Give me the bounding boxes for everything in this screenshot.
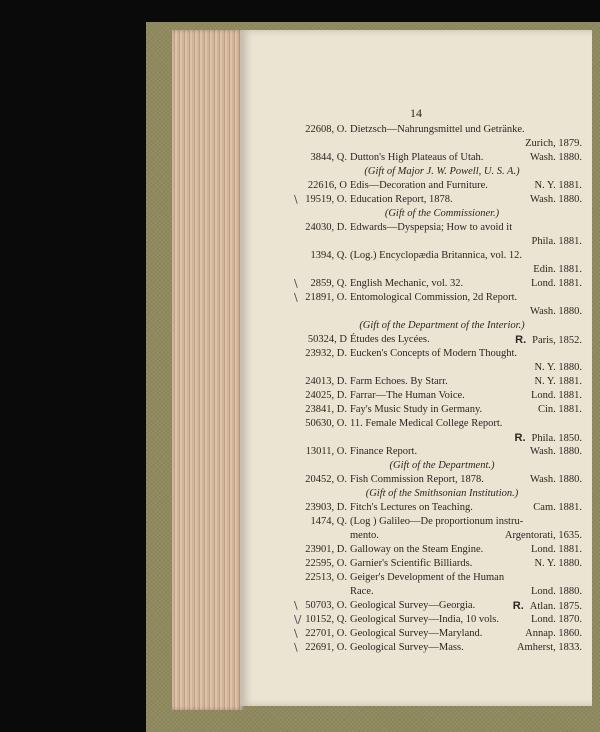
entry-title: Eucken's Concepts of Modern Thought. xyxy=(350,348,518,359)
entry-place-date xyxy=(531,585,582,599)
catalog-entry xyxy=(302,333,582,347)
entry-title: Fish Commission Report, 1878. xyxy=(350,474,484,485)
entry-number: 19519, O. xyxy=(305,194,347,205)
catalog-entry xyxy=(302,473,582,487)
entry-title: Geological Survey—Mass. xyxy=(350,642,464,653)
place-date-text: Lond. 1880. xyxy=(530,586,582,597)
catalog-entry xyxy=(302,347,582,361)
place-date-text: Atlan. 1875. xyxy=(529,601,582,612)
entry-title: Fay's Music Study in Germany. xyxy=(350,404,483,415)
catalog-entry xyxy=(294,641,582,655)
entry-title: Farm Echoes. By Starr. xyxy=(350,376,448,387)
place-date-text: Wash. 1880. xyxy=(530,194,582,205)
catalog-entry xyxy=(302,263,582,277)
reference-mark: R. xyxy=(515,334,527,346)
entry-place-date xyxy=(505,529,582,543)
catalog-entry xyxy=(294,599,582,613)
place-date-text: Paris, 1852. xyxy=(532,335,582,346)
catalog-entry xyxy=(294,277,582,291)
entry-place-date xyxy=(515,431,582,446)
entry-number: 3844, Q. xyxy=(310,152,347,163)
entry-title: Edis—Decoration and Furniture. xyxy=(350,180,488,191)
catalog-entry xyxy=(302,417,582,431)
entry-title: Dutton's High Plateaus of Utah. xyxy=(350,152,484,163)
catalog-entry xyxy=(302,179,582,193)
entry-place-date xyxy=(533,263,582,277)
place-date-text: Amherst, 1833. xyxy=(516,642,582,653)
entry-number: 20452, O. xyxy=(305,474,347,485)
entry-title: Race. xyxy=(350,586,374,597)
entry-number: 50324, D xyxy=(307,334,347,345)
check-mark-icon: \/ xyxy=(294,613,302,626)
gift-note-line xyxy=(302,165,582,179)
catalog-entry xyxy=(294,613,582,627)
entry-number: 22691, O. xyxy=(305,642,347,653)
entry-place-date xyxy=(534,375,582,389)
entry-place-date xyxy=(533,501,582,515)
entry-number: 23903, D. xyxy=(305,502,347,513)
entry-number: 10152, Q. xyxy=(305,614,347,625)
place-date-text: Annap. 1860. xyxy=(525,628,582,639)
entry-title: Dietzsch—Nahrungsmittel und Getränke. xyxy=(350,124,525,135)
gift-note: (Gift of the Department of the Interior.) xyxy=(359,320,525,331)
entry-title: Fitch's Lectures on Teaching. xyxy=(350,502,473,513)
gift-note: (Gift of the Commissioner.) xyxy=(384,208,500,219)
entry-title: Geiger's Development of the Human xyxy=(350,572,505,583)
entry-place-date xyxy=(531,389,582,403)
gift-note-line xyxy=(302,487,582,501)
catalog-entry xyxy=(302,571,582,585)
entry-number: 22595, O. xyxy=(305,558,347,569)
entry-number: 23901, D. xyxy=(305,544,347,555)
place-date-text: Argentorati, 1635. xyxy=(504,530,582,541)
place-date-text: Cam. 1881. xyxy=(533,502,582,513)
entry-place-date xyxy=(530,445,582,459)
entry-number: 1394, Q. xyxy=(310,250,347,261)
gift-note-line xyxy=(302,319,582,333)
catalog-entry xyxy=(302,305,582,319)
catalog-entry xyxy=(302,375,582,389)
catalog-entry xyxy=(302,445,582,459)
check-mark-icon: \ xyxy=(294,599,298,612)
entry-place-date xyxy=(530,193,582,207)
entry-title: (Log ) Galileo—De proportionum instru- xyxy=(350,516,524,527)
entry-place-date xyxy=(534,557,582,571)
place-date-text: Lond. 1881. xyxy=(530,390,582,401)
page-edges xyxy=(172,30,244,710)
catalog-entry xyxy=(302,361,582,375)
place-date-text: Phila. 1881. xyxy=(531,236,582,247)
entry-title: Garnier's Scientific Billiards. xyxy=(350,558,473,569)
catalog-entry xyxy=(302,557,582,571)
entry-place-date xyxy=(534,179,582,193)
catalog-entry xyxy=(302,501,582,515)
entry-place-date xyxy=(538,403,582,417)
catalog-entry xyxy=(302,515,582,529)
catalog-entry xyxy=(302,389,582,403)
gift-note-line xyxy=(302,207,582,221)
place-date-text: Phila. 1850. xyxy=(531,433,582,444)
entry-place-date xyxy=(530,305,582,319)
entry-place-date xyxy=(513,599,582,614)
entry-number: 22616, O xyxy=(307,180,347,191)
entry-number: 23841, D. xyxy=(305,404,347,415)
catalog-entry xyxy=(294,291,582,305)
place-date-text: Zurich, 1879. xyxy=(525,138,582,149)
entry-title: mento. xyxy=(350,530,379,541)
catalog-entry xyxy=(302,585,582,599)
catalog-entry xyxy=(294,627,582,641)
place-date-text: Lond. 1881. xyxy=(530,278,582,289)
entry-place-date xyxy=(530,151,582,165)
entry-title: Geological Survey—Georgia. xyxy=(350,600,476,611)
reference-mark: R. xyxy=(514,432,526,444)
entry-number: 22513, O. xyxy=(305,572,347,583)
entry-title: Entomological Commission, 2d Report. xyxy=(350,292,518,303)
entry-number: 2859, Q. xyxy=(310,278,347,289)
entry-title: Geological Survey—Maryland. xyxy=(350,628,483,639)
entry-title: Education Report, 1878. xyxy=(350,194,453,205)
entry-number: 24013, D. xyxy=(305,376,347,387)
place-date-text: Lond. 1881. xyxy=(530,544,582,555)
entry-title: Geological Survey—India, 10 vols. xyxy=(350,614,500,625)
check-mark-icon: \ xyxy=(294,291,298,304)
entry-title: Finance Report. xyxy=(350,446,418,457)
catalog-entry xyxy=(294,193,582,207)
check-mark-icon: \ xyxy=(294,277,298,290)
entry-number: 21891, O. xyxy=(305,292,347,303)
catalog-entry xyxy=(302,221,582,235)
place-date-text: N. Y. 1881. xyxy=(534,376,582,387)
entry-number: 50630, O. xyxy=(305,418,347,429)
entry-title: English Mechanic, vol. 32. xyxy=(350,278,464,289)
place-date-text: N. Y. 1880. xyxy=(534,362,582,373)
catalog-entry xyxy=(302,403,582,417)
entry-place-date xyxy=(515,333,582,348)
entry-place-date xyxy=(525,137,582,151)
gift-note: (Gift of the Department.) xyxy=(389,460,495,471)
entry-number: 22701, O. xyxy=(305,628,347,639)
entry-title: Galloway on the Steam Engine. xyxy=(350,544,484,555)
entry-number: 1474, Q. xyxy=(310,516,347,527)
entry-number: 24030, D. xyxy=(305,222,347,233)
page-number: 14 xyxy=(410,106,422,120)
entry-number: 50703, O. xyxy=(305,600,347,611)
entry-place-date xyxy=(530,473,582,487)
catalog-entry xyxy=(302,543,582,557)
entry-place-date xyxy=(531,277,582,291)
entry-place-date xyxy=(517,641,582,655)
place-date-text: Cin. 1881. xyxy=(537,404,582,415)
gift-note: (Gift of Major J. W. Powell, U. S. A.) xyxy=(364,166,520,177)
catalog-entry xyxy=(302,235,582,249)
catalog-entries xyxy=(294,123,582,655)
catalog-entry xyxy=(302,249,582,263)
entry-title: Farrar—The Human Voice. xyxy=(350,390,465,401)
place-date-text: Wash. 1880. xyxy=(530,306,582,317)
place-date-text: Wash. 1880. xyxy=(530,446,582,457)
catalog-entry xyxy=(302,123,582,137)
place-date-text: Wash. 1880. xyxy=(530,474,582,485)
entry-number: 23932, D. xyxy=(305,348,347,359)
gift-note-line xyxy=(302,459,582,473)
entry-number: 13011, O. xyxy=(305,446,347,457)
entry-title: Études des Lycées. xyxy=(350,334,430,345)
place-date-text: Lond. 1870. xyxy=(530,614,582,625)
entry-place-date xyxy=(531,613,582,627)
catalog-entry xyxy=(302,431,582,445)
entry-number: 24025, D. xyxy=(305,390,347,401)
entry-place-date xyxy=(531,543,582,557)
place-date-text: N. Y. 1880. xyxy=(534,558,582,569)
book-page xyxy=(240,30,592,706)
catalog-entry xyxy=(302,151,582,165)
catalog-entry xyxy=(302,529,582,543)
check-mark-icon: \ xyxy=(294,641,298,654)
entry-number: 22608, O. xyxy=(305,124,347,135)
entry-place-date xyxy=(525,627,582,641)
reference-mark: R. xyxy=(512,600,524,612)
entry-title: Edwards—Dyspepsia; How to avoid it xyxy=(350,222,513,233)
check-mark-icon: \ xyxy=(294,627,298,640)
entry-title: 11. Female Medical College Report. xyxy=(350,418,503,429)
check-mark-icon: \ xyxy=(294,193,298,206)
entry-place-date xyxy=(534,361,582,375)
entry-place-date xyxy=(532,235,582,249)
place-date-text: Wash. 1880. xyxy=(530,152,582,163)
place-date-text: Edin. 1881. xyxy=(533,264,582,275)
place-date-text: N. Y. 1881. xyxy=(534,180,582,191)
entry-title: (Log.) Encyclopædia Britannica, vol. 12. xyxy=(350,250,523,261)
gift-note: (Gift of the Smithsonian Institution.) xyxy=(365,488,519,499)
catalog-entry xyxy=(302,137,582,151)
